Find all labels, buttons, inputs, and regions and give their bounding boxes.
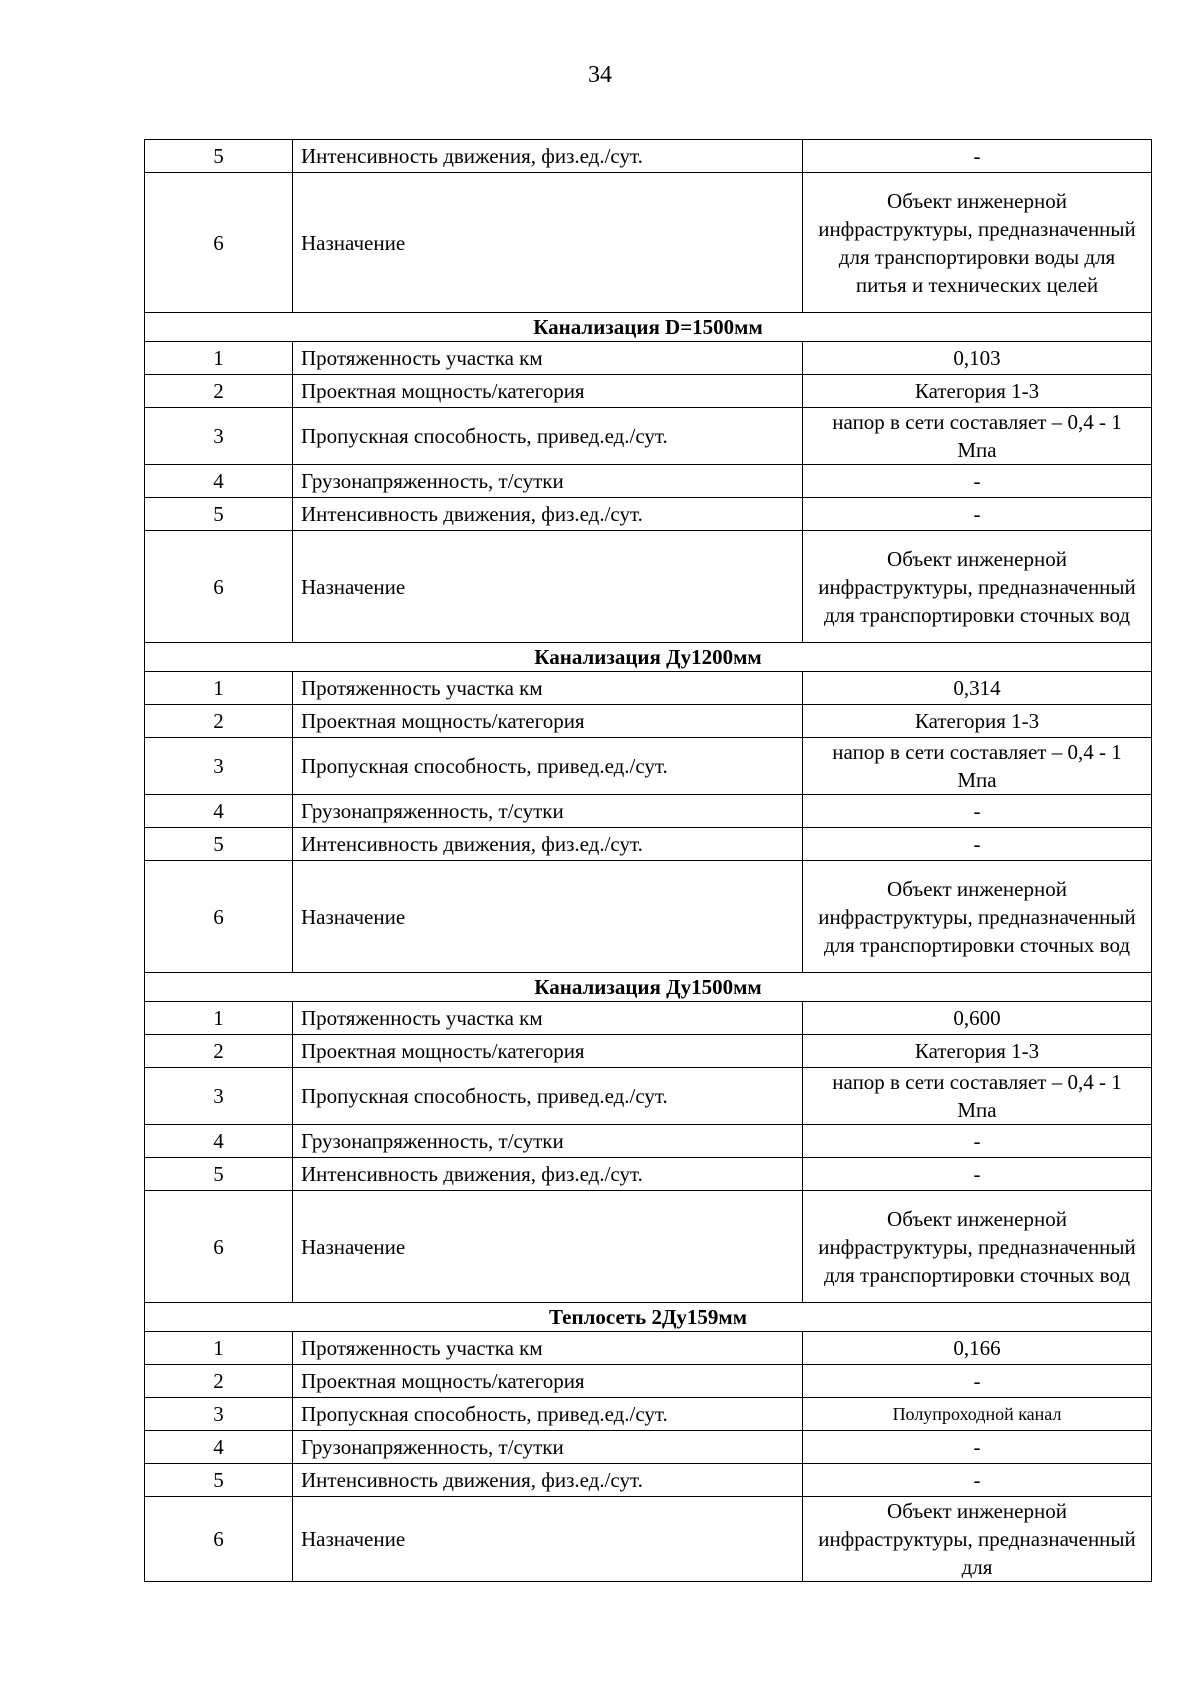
parameter-value: - bbox=[803, 498, 1152, 531]
parameter-name: Назначение bbox=[293, 531, 803, 643]
row-number: 1 bbox=[145, 1002, 293, 1035]
parameter-name: Грузонапряженность, т/сутки bbox=[293, 1431, 803, 1464]
table-row bbox=[145, 465, 1152, 498]
table-row bbox=[145, 1464, 1152, 1497]
parameter-name: Пропускная способность, привед.ед./сут. bbox=[293, 1398, 803, 1431]
table-row bbox=[145, 1035, 1152, 1068]
row-number: 3 bbox=[145, 738, 293, 795]
section-header bbox=[145, 313, 1152, 342]
section-title: Канализация Ду1200мм bbox=[145, 643, 1152, 672]
table-row bbox=[145, 861, 1152, 973]
parameter-name: Интенсивность движения, физ.ед./сут. bbox=[293, 828, 803, 861]
parameter-value: напор в сети составляет – 0,4 - 1 Мпа bbox=[803, 738, 1152, 795]
table-row bbox=[145, 1002, 1152, 1035]
table-row bbox=[145, 1365, 1152, 1398]
row-number: 2 bbox=[145, 1035, 293, 1068]
row-number: 5 bbox=[145, 498, 293, 531]
page-number: 34 bbox=[588, 62, 612, 88]
parameter-name: Интенсивность движения, физ.ед./сут. bbox=[293, 498, 803, 531]
parameter-value: 0,600 bbox=[803, 1002, 1152, 1035]
parameter-name: Протяженность участка км bbox=[293, 1002, 803, 1035]
parameter-value: Объект инженерной инфраструктуры, предназначенный для транспортировки сточных вод bbox=[803, 531, 1152, 643]
table-row bbox=[145, 1158, 1152, 1191]
row-number: 4 bbox=[145, 1125, 293, 1158]
table-row bbox=[145, 140, 1152, 173]
parameter-value: - bbox=[803, 1125, 1152, 1158]
table-row bbox=[145, 738, 1152, 795]
parameter-name: Проектная мощность/категория bbox=[293, 705, 803, 738]
parameter-value: - bbox=[803, 140, 1152, 173]
row-number: 6 bbox=[145, 1497, 293, 1582]
row-number: 2 bbox=[145, 375, 293, 408]
row-number: 4 bbox=[145, 795, 293, 828]
row-number: 6 bbox=[145, 1191, 293, 1303]
parameter-value: Объект инженерной инфраструктуры, предназначенный для bbox=[803, 1497, 1152, 1582]
parameter-value: Категория 1-3 bbox=[803, 375, 1152, 408]
row-number: 4 bbox=[145, 465, 293, 498]
parameter-value: - bbox=[803, 1464, 1152, 1497]
row-number: 3 bbox=[145, 1068, 293, 1125]
row-number: 1 bbox=[145, 342, 293, 375]
section-title: Канализация D=1500мм bbox=[145, 313, 1152, 342]
section-title: Теплосеть 2Ду159мм bbox=[145, 1303, 1152, 1332]
parameter-name: Проектная мощность/категория bbox=[293, 1365, 803, 1398]
parameter-name: Назначение bbox=[293, 173, 803, 313]
row-number: 2 bbox=[145, 705, 293, 738]
table-row bbox=[145, 795, 1152, 828]
table-row bbox=[145, 1431, 1152, 1464]
parameter-value: напор в сети составляет – 0,4 - 1 Мпа bbox=[803, 408, 1152, 465]
table-row bbox=[145, 342, 1152, 375]
table-row bbox=[145, 705, 1152, 738]
parameter-name: Пропускная способность, привед.ед./сут. bbox=[293, 408, 803, 465]
table-row bbox=[145, 1191, 1152, 1303]
row-number: 6 bbox=[145, 861, 293, 973]
specification-table bbox=[144, 139, 1152, 1582]
section-header bbox=[145, 973, 1152, 1002]
parameter-value: Объект инженерной инфраструктуры, предназначенный для транспортировки воды для питья и технических целей bbox=[803, 173, 1152, 313]
row-number: 5 bbox=[145, 828, 293, 861]
section-header bbox=[145, 643, 1152, 672]
row-number: 6 bbox=[145, 173, 293, 313]
table-row bbox=[145, 1068, 1152, 1125]
parameter-value: - bbox=[803, 795, 1152, 828]
parameter-name: Протяженность участка км bbox=[293, 342, 803, 375]
table-row bbox=[145, 408, 1152, 465]
parameter-name: Протяженность участка км bbox=[293, 672, 803, 705]
parameter-value: Объект инженерной инфраструктуры, предназначенный для транспортировки сточных вод bbox=[803, 1191, 1152, 1303]
table-row bbox=[145, 498, 1152, 531]
table-row bbox=[145, 375, 1152, 408]
parameter-value: Полупроходной канал bbox=[803, 1398, 1152, 1431]
parameter-value: Категория 1-3 bbox=[803, 1035, 1152, 1068]
parameter-value: Категория 1-3 bbox=[803, 705, 1152, 738]
row-number: 1 bbox=[145, 1332, 293, 1365]
row-number: 1 bbox=[145, 672, 293, 705]
parameter-value: - bbox=[803, 828, 1152, 861]
table-row bbox=[145, 672, 1152, 705]
parameter-name: Интенсивность движения, физ.ед./сут. bbox=[293, 1158, 803, 1191]
row-number: 4 bbox=[145, 1431, 293, 1464]
row-number: 5 bbox=[145, 1464, 293, 1497]
table-row bbox=[145, 828, 1152, 861]
section-header bbox=[145, 1303, 1152, 1332]
parameter-value: Объект инженерной инфраструктуры, предназначенный для транспортировки сточных вод bbox=[803, 861, 1152, 973]
parameter-value: - bbox=[803, 1365, 1152, 1398]
row-number: 6 bbox=[145, 531, 293, 643]
parameter-name: Проектная мощность/категория bbox=[293, 1035, 803, 1068]
parameter-name: Назначение bbox=[293, 861, 803, 973]
parameter-name: Грузонапряженность, т/сутки bbox=[293, 795, 803, 828]
parameter-name: Интенсивность движения, физ.ед./сут. bbox=[293, 140, 803, 173]
parameter-name: Пропускная способность, привед.ед./сут. bbox=[293, 1068, 803, 1125]
row-number: 3 bbox=[145, 1398, 293, 1431]
parameter-name: Проектная мощность/категория bbox=[293, 375, 803, 408]
table-row bbox=[145, 531, 1152, 643]
parameter-name: Назначение bbox=[293, 1191, 803, 1303]
parameter-name: Протяженность участка км bbox=[293, 1332, 803, 1365]
parameter-name: Грузонапряженность, т/сутки bbox=[293, 1125, 803, 1158]
parameter-name: Назначение bbox=[293, 1497, 803, 1582]
parameter-value: 0,314 bbox=[803, 672, 1152, 705]
table-row bbox=[145, 1125, 1152, 1158]
parameter-value: напор в сети составляет – 0,4 - 1 Мпа bbox=[803, 1068, 1152, 1125]
row-number: 5 bbox=[145, 140, 293, 173]
parameter-value: 0,166 bbox=[803, 1332, 1152, 1365]
row-number: 5 bbox=[145, 1158, 293, 1191]
parameter-value: - bbox=[803, 1158, 1152, 1191]
parameter-value: 0,103 bbox=[803, 342, 1152, 375]
parameter-name: Грузонапряженность, т/сутки bbox=[293, 465, 803, 498]
parameter-value: - bbox=[803, 465, 1152, 498]
table-row bbox=[145, 1332, 1152, 1365]
parameter-name: Интенсивность движения, физ.ед./сут. bbox=[293, 1464, 803, 1497]
parameter-name: Пропускная способность, привед.ед./сут. bbox=[293, 738, 803, 795]
parameter-value: - bbox=[803, 1431, 1152, 1464]
row-number: 2 bbox=[145, 1365, 293, 1398]
table-row bbox=[145, 173, 1152, 313]
table-row bbox=[145, 1497, 1152, 1582]
table-row bbox=[145, 1398, 1152, 1431]
row-number: 3 bbox=[145, 408, 293, 465]
section-title: Канализация Ду1500мм bbox=[145, 973, 1152, 1002]
